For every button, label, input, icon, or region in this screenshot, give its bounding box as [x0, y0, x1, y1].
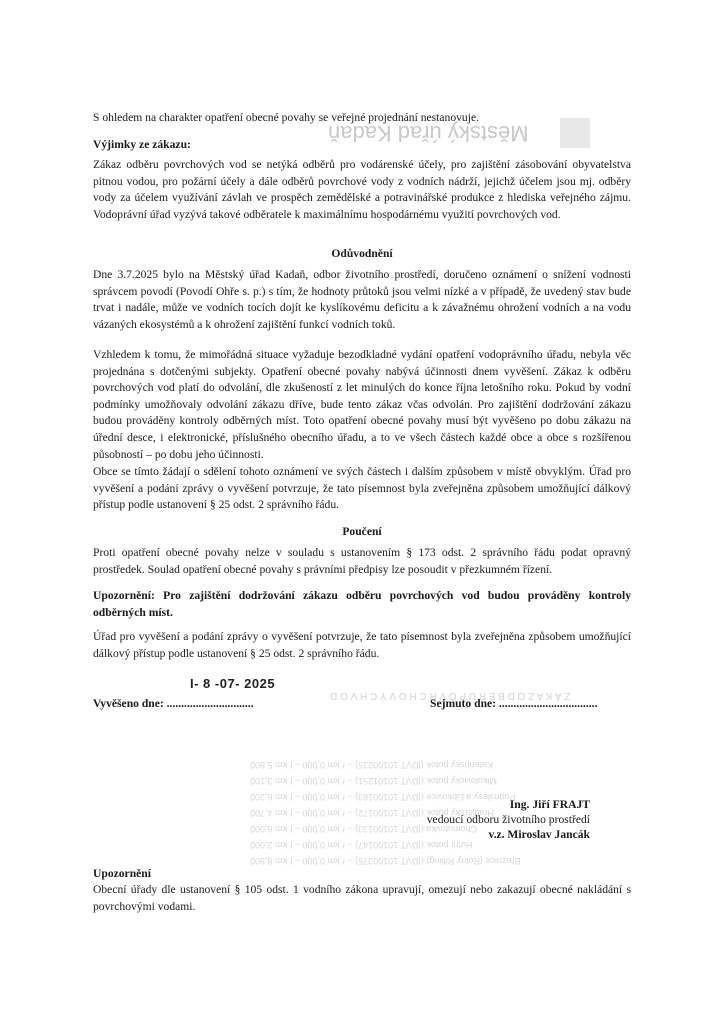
notice-heading: Upozornění	[93, 867, 151, 880]
justification-paragraph-1: Dne 3.7.2025 bylo na Městský úřad Kadaň, odbor životního prostředí, doručeno oznámení o snížení vodnosti správcem povodí (Povodí Ohře s. p.) s tím, že hodnoty průtoků jsou velmi nízké a v případě, že uvedený stav bude trvat i nadále, může ve vodních tocích dojít ke kyslíkovému deficitu a k závažnému ohrožení vodních a na vodu vázaných ekosystémů a k ohrožení zajištění funkcí vodních toků.	[93, 268, 631, 331]
mirror-line: Březnice (Rolný Rifling) (IDVT 10100375) – ř.km 0,000 – ř.km 8,800	[250, 856, 521, 866]
justification-heading: Odůvodnění	[331, 247, 393, 260]
mirror-line: Podmilesy a Libkovice (IDVT 10100163) – ř.km 0,000 – ř.km 6,200	[250, 792, 516, 802]
control-warning: Upozornění: Pro zajištění dodržování zákazu odběru povrchových vod budou prováděny kontroly odběrných míst.	[93, 589, 631, 619]
instruction-heading: Poučení	[342, 525, 382, 538]
notice-paragraph: Obecní úřady dle ustanovení § 105 odst. 1 vodního zákona upravují, omezují nebo zakazují obecné nakládání s povrchovými vodami.	[93, 883, 631, 913]
mirror-line: Kateřinský potok (IDVT 10100235) – ř.km 0,000 – ř.km 5,800	[250, 760, 493, 770]
mirror-heading: Městský úřad Kadaň	[328, 121, 529, 146]
posted-date-field: Vyvěšeno dne: ..............................	[93, 697, 254, 710]
mirror-line: Hradišťský potok (IDVT 10100172) – ř.km 0,000 – ř.km 4,700	[250, 808, 494, 818]
signature-block	[380, 798, 590, 842]
removed-date-field: Sejmuto dne: ..................................	[430, 697, 598, 710]
intro-paragraph: S ohledem na charakter opatření obecné povahy se veřejné projednání nestanovuje.	[93, 111, 479, 124]
instruction-paragraph: Proti opatření obecné povahy nelze v souladu s ustanovením § 173 odst. 2 správního řádu podat opravný prostředek. Soulad opatření obecné povahy s právními předpisy lze posoudit v přezkumném řízení.	[93, 546, 631, 576]
mirror-zakaz-heading: Z Á K A Z O D B Ě R U P O V R C H O V Ý C H V O D	[330, 690, 571, 701]
mirror-line: Chomutovka (IDVT 10100133) – ř.km 0,000 – ř.km 6,000	[250, 824, 477, 834]
exceptions-heading: Výjimky ze zákazu:	[93, 138, 191, 151]
justification-paragraph-3: Obce se tímto žádají o sdělení tohoto oznámení ve svých částech i dalším způsobem v místě obvyklým. Úřad pro vyvěšení a podání zprávy o vyvěšení potvrzuje, že tato písemnost byla zveřejněna způsobem umožňující dálkový přístup podle ustanovení § 25 odst. 2 správního řádu.	[93, 465, 631, 512]
exceptions-paragraph: Zákaz odběru povrchových vod se netýká odběrů pro vodárenské účely, pro zajištění zásobování obyvatelstva pitnou vodou, pro požární účely a dále odběrů povrchové vody z vodních nádrží, jejichž účelem jsou mj. odběry vody za účelem využívání závlah ve prospěch zemědělské a potravinářské produkce z hlediska veřejného zájmu. Vodoprávní úřad vyzývá takové odběratele k maximálnímu hospodárnému využití povrchových vod.	[93, 158, 631, 221]
justification-paragraph-2: Vzhledem k tomu, že mimořádná situace vyžaduje bezodkladné vydání opatření vodoprávního úřadu, nebyla věc projednána s dotčenými subjekty. Opatření obecné povahy nabývá účinnosti dnem vyvěšení. Zákaz k odběru povrchových vod platí do odvolání, dle zkušeností z let minulých do konce října letošního roku. Pokud by vodní podmínky umožňovaly odvolání zákazu dříve, bude tento zákaz včas odvolán. Pro zajištění dodržování zákazu budou prováděny kontroly odběrných míst. Toto opatření obecné povahy musí být vyvěšeno po dobu zákazu na úřední desce, i elektronické, příslušného obecního úřadu, a to ve všech částech každé obce a obce s rozšířenou působností – po dobu jeho účinnosti.	[93, 348, 631, 461]
mirror-line: Mikulovický potok (IDVT 10101251) – ř.km 0,000 – ř.km 3,100	[250, 776, 497, 786]
signatory-deputy: v.z. Miroslav Jancák	[488, 827, 590, 841]
posting-date-stamp: I- 8 -07- 2025	[190, 676, 276, 691]
mirror-line: Hutní potok (IDVT 10100147) – ř.km 0,000 – ř.km 2,000	[250, 840, 473, 850]
posting-confirmation: Úřad pro vyvěšení a podání zprávy o vyvěšení potvrzuje, že tato písemnost byla zveřejněna způsobem umožňující dálkový přístup podle ustanovení § 25 odst. 2 správního řádu.	[93, 630, 631, 660]
signatory-name: Ing. Jiří FRAJT	[509, 798, 590, 811]
signatory-role: vedoucí odboru životního prostředí	[426, 812, 590, 826]
